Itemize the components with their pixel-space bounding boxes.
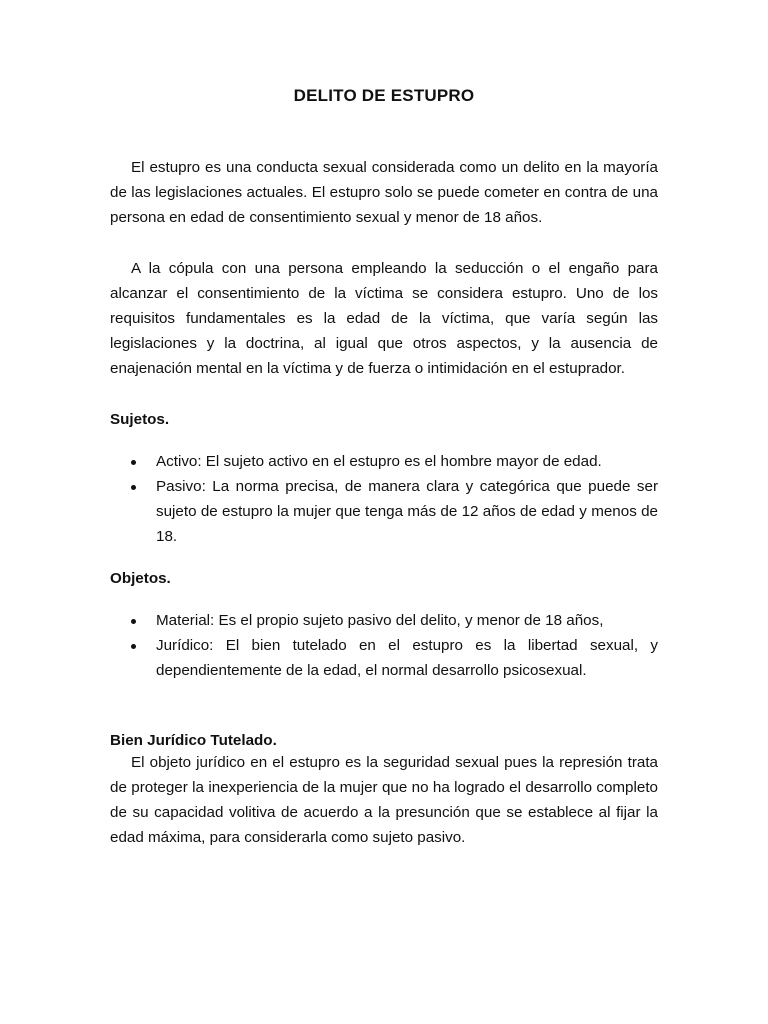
bullet-icon bbox=[131, 619, 136, 624]
bullet-icon bbox=[131, 644, 136, 649]
bullet-icon bbox=[131, 460, 136, 465]
list-item-material bbox=[110, 608, 658, 633]
section-heading-sujetos: Sujetos. bbox=[110, 411, 170, 428]
bien-juridico-text: El objeto jurídico en el estupro es la seguridad sexual pues la represión trata de proteger la inexperiencia de la mujer que no ha logrado el desarrollo completo de su capacidad volitiva de acuerdo a la presunción que se establece al fijar la edad máxima, para considerarla como sujeto pasivo. bbox=[110, 754, 658, 846]
section-heading-bien-juridico: Bien Jurídico Tutelado. bbox=[110, 732, 277, 749]
list-item-text: Jurídico: El bien tutelado en el estupro es la libertad sexual, y dependientemente de la edad, el normal desarrollo psicosexual. bbox=[156, 637, 658, 679]
list-item-text: Pasivo: La norma precisa, de manera clara y categórica que puede ser sujeto de estupro la mujer que tenga más de 12 años de edad y menos de 18. bbox=[156, 478, 658, 545]
list-item-text: Material: Es el propio sujeto pasivo del delito, y menor de 18 años, bbox=[156, 612, 604, 629]
intro-paragraph-1: El estupro es una conducta sexual considerada como un delito en la mayoría de las legislaciones actuales. El estupro solo se puede cometer en contra de una persona en edad de consentimiento sexual y menor de 18 años. bbox=[110, 159, 658, 226]
objetos-list bbox=[110, 608, 658, 683]
sujetos-list bbox=[110, 449, 658, 549]
document-title: DELITO DE ESTUPRO bbox=[293, 86, 475, 105]
section-heading-objetos: Objetos. bbox=[110, 570, 171, 587]
list-item-pasivo bbox=[110, 474, 658, 549]
list-item-activo bbox=[110, 449, 658, 474]
list-item-juridico bbox=[110, 633, 658, 683]
bullet-icon bbox=[131, 485, 136, 490]
list-item-text: Activo: El sujeto activo en el estupro es el hombre mayor de edad. bbox=[156, 453, 602, 470]
intro-paragraph-2: A la cópula con una persona empleando la seducción o el engaño para alcanzar el consentimiento de la víctima se considera estupro. Uno de los requisitos fundamentales es la edad de la víctima, que varía según las legislaciones y la doctrina, al igual que otros aspectos, y la ausencia de enajenación mental en la víctima y de fuerza o intimidación en el estuprador. bbox=[110, 260, 658, 377]
